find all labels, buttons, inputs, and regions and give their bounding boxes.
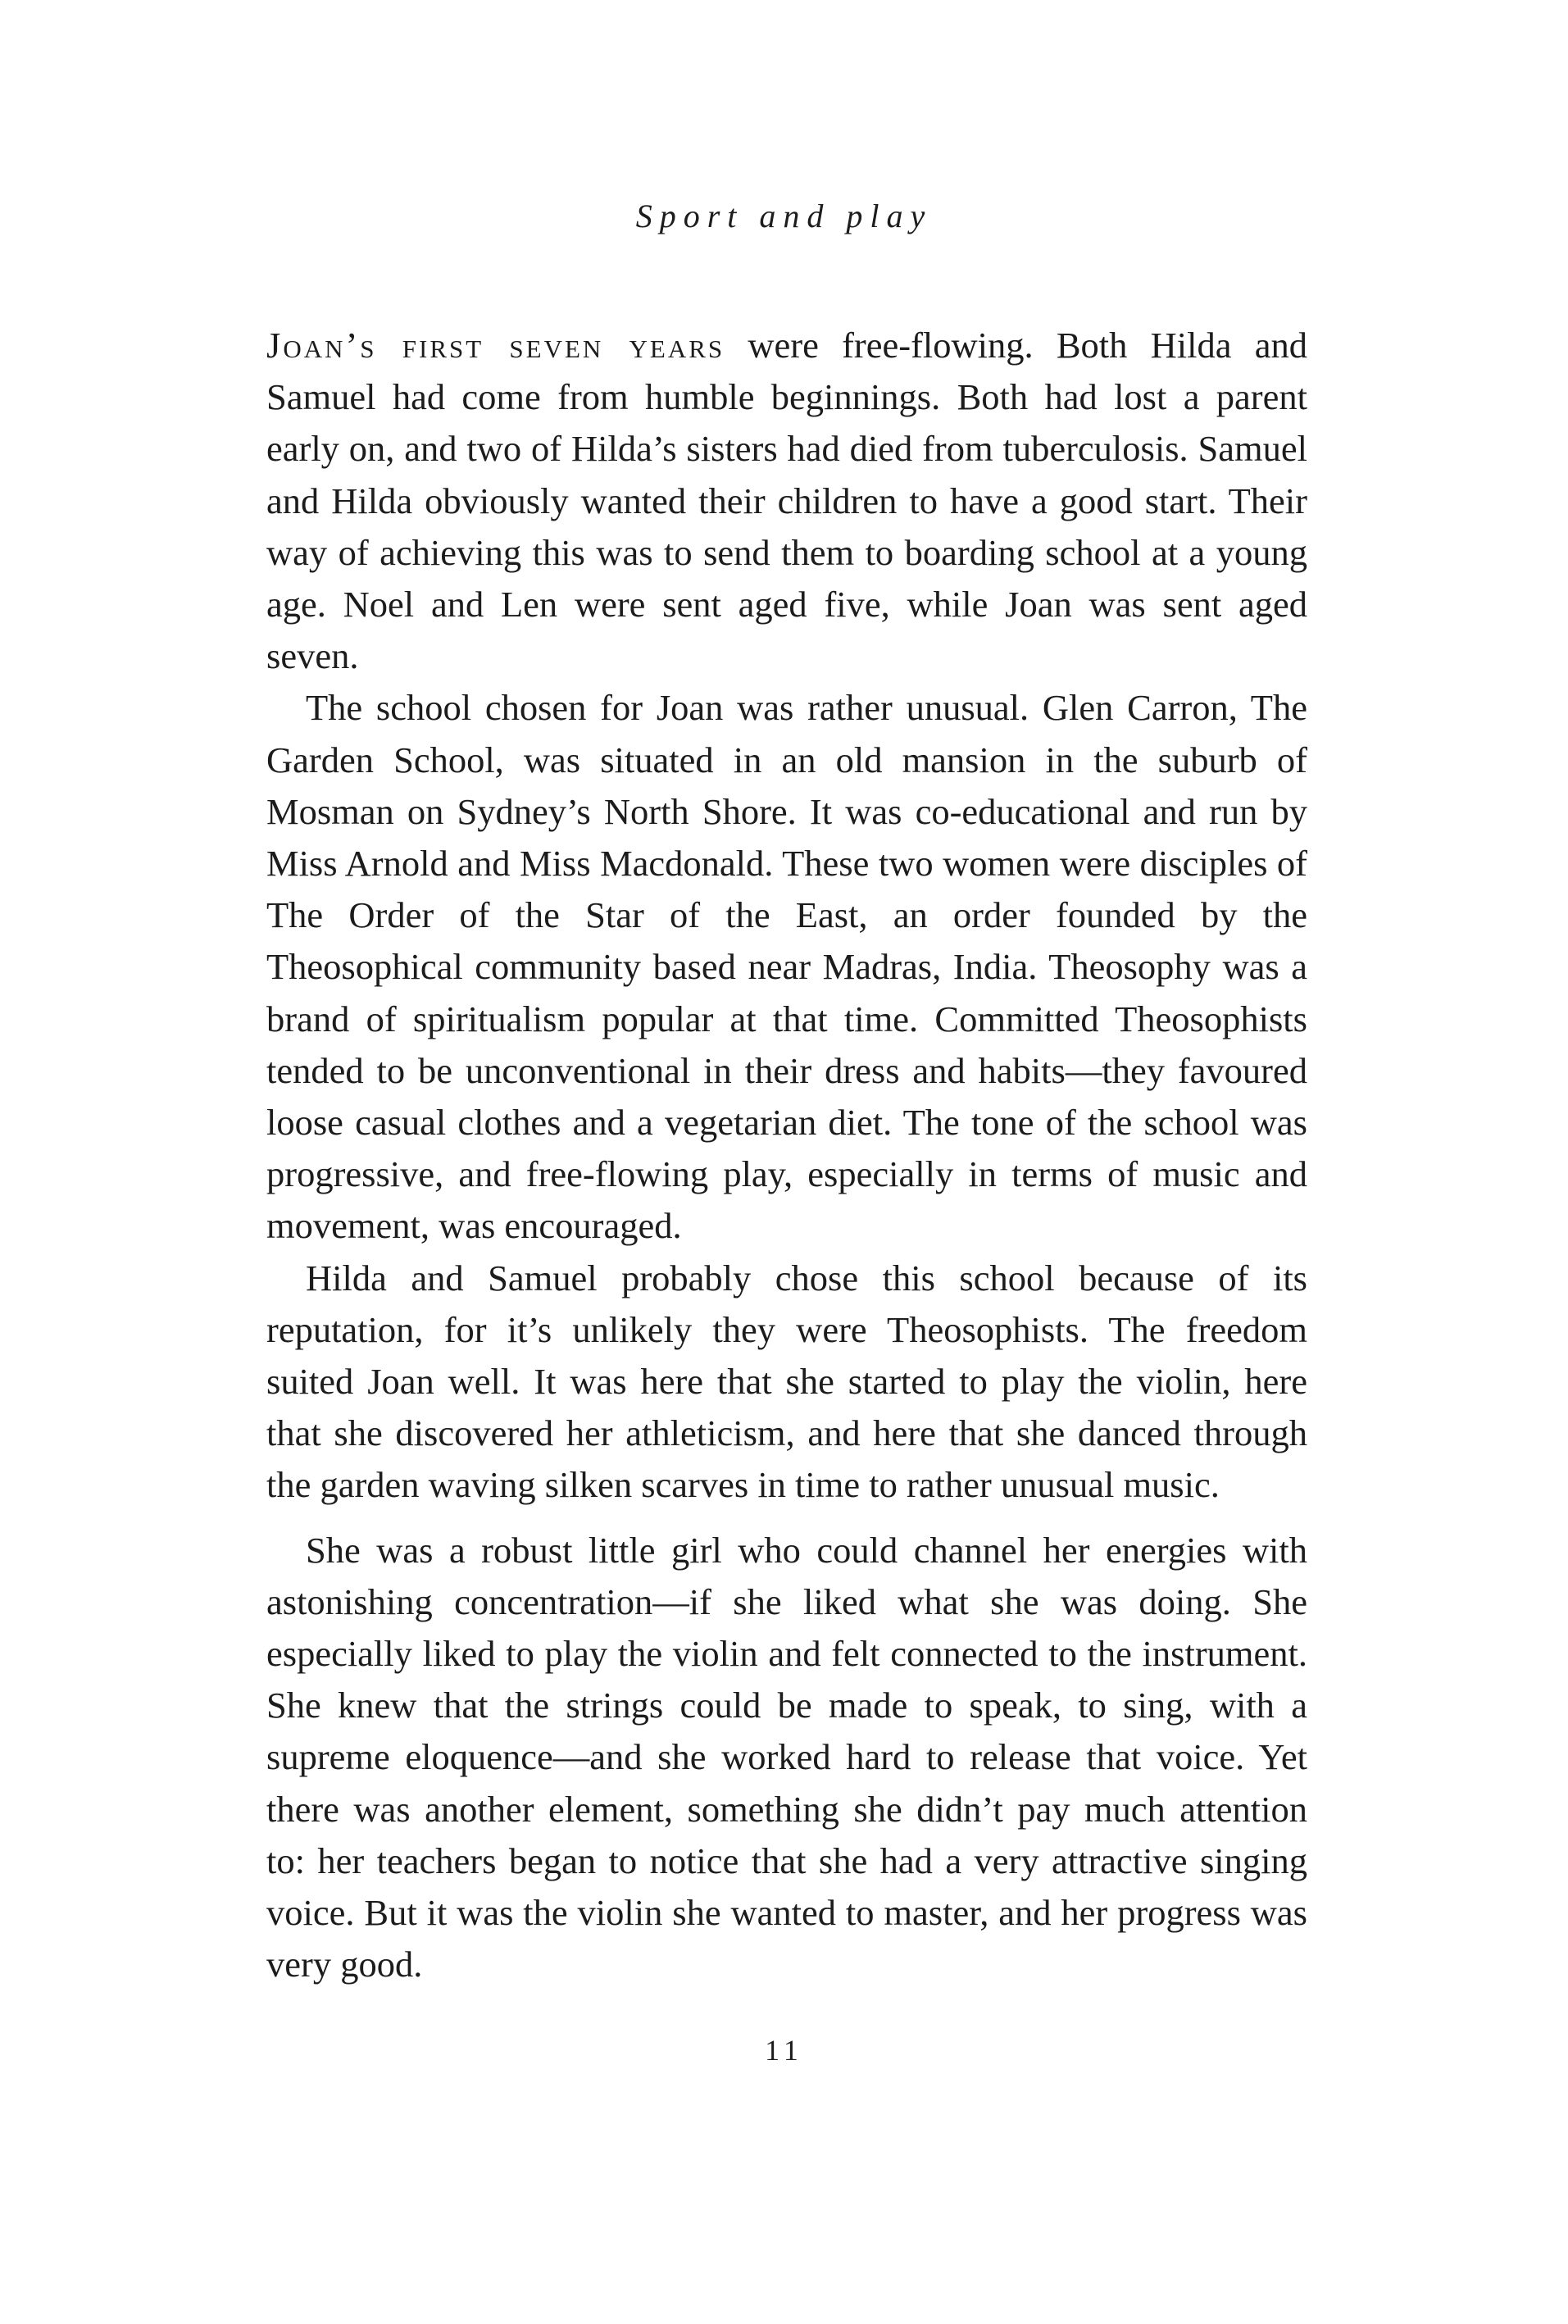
paragraph-3: Hilda and Samuel probably chose this school because of its reputation, for it’s unlikely they were Theosophists. The freedom suited Joan well. It was here that she started to play the violin, here that she discovered her athleticism, and here that she danced through the garden waving silken scarves in time to rather unusual music.: [266, 1257, 1307, 1506]
paragraph-1-text: were free-flowing. Both Hilda and Samuel had come from humble beginnings. Both had lost a parent early on, and two of Hilda’s sisters had died from tuberculosis. Samuel and Hilda obviously wanted their children to have a good start. Their way of achieving this was to send them to boarding school at a young age. Noel and Len were sent aged five, while Joan was sent aged seven.: [266, 325, 1307, 677]
paragraph-2: The school chosen for Joan was rather unusual. Glen Carron, The Garden School, was situated in an old mansion in the suburb of Mosman on Sydney’s North Shore. It was co-educational and run by Miss Arnold and Miss Macdonald. These two women were disciples of The Order of the Star of the East, an order founded by the Theosophical community based near Madras, India. Theosophy was a brand of spiritualism popular at that time. Committed Theosophists tended to be unconventional in their dress and habits—they favoured loose casual clothes and a vegetarian diet. The tone of the school was progressive, and free-flowing play, especially in terms of music and movement, was encouraged.: [266, 687, 1307, 1247]
body-text: [266, 320, 1307, 1991]
page-number: 11: [765, 2034, 803, 2067]
paragraph-lead-in: Joan’s first seven years: [266, 325, 725, 366]
paragraph-1: [266, 320, 1307, 682]
paragraph-4: She was a robust little girl who could channel her energies with astonishing concentration—if she liked what she was doing. She especially liked to play the violin and felt connected to the instrument. She knew that the strings could be made to speak, to sing, with a supreme eloquence—and she worked hard to release that voice. Yet there was another element, something she didn’t pay much attention to: her teachers began to notice that she had a very attractive singing voice. But it was the violin she wanted to master, and her progress was very good.: [266, 1529, 1307, 1985]
running-head: Sport and play: [635, 198, 933, 234]
